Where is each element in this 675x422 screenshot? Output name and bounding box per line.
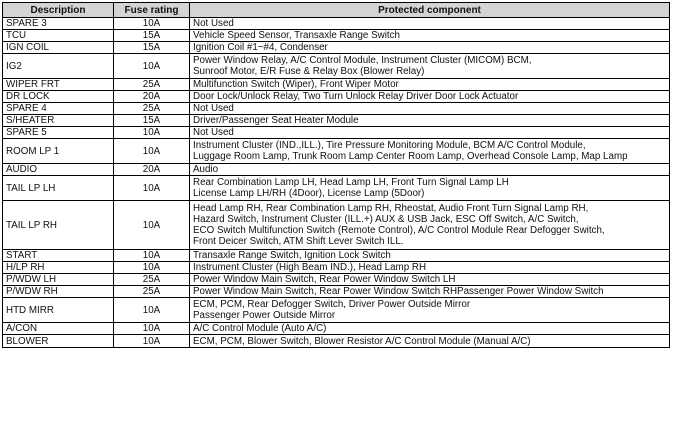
cell-fuse-rating: 10A xyxy=(114,54,190,79)
cell-description: TAIL LP RH xyxy=(3,201,114,250)
cell-fuse-rating: 10A xyxy=(114,250,190,262)
cell-protected-component: Instrument Cluster (IND.,ILL.), Tire Pressure Monitoring Module, BCM A/C Control Module, Luggage Room Lamp, Trunk Room Lamp Center Room Lamp, Overhead Console Lamp, Map Lamp xyxy=(190,139,670,164)
cell-protected-component: Head Lamp RH, Rear Combination Lamp RH, Rheostat, Audio Front Turn Signal Lamp RH, Hazard Switch, Instrument Cluster (ILL.+) AUX & USB Jack, ESC Off Switch, A/C Switch, ECO Switch Multifunction Switch (Remote Control), A/C Control Module Rear Defogger Switch, Front Deicer Switch, ATM Shift Lever Switch ILL. xyxy=(190,201,670,250)
cell-description: P/WDW LH xyxy=(3,274,114,286)
table-row xyxy=(3,298,670,323)
fuse-table xyxy=(2,2,670,348)
table-row xyxy=(3,262,670,274)
cell-description: HTD MIRR xyxy=(3,298,114,323)
cell-fuse-rating: 20A xyxy=(114,164,190,176)
cell-fuse-rating: 15A xyxy=(114,115,190,127)
table-row xyxy=(3,274,670,286)
cell-fuse-rating: 25A xyxy=(114,103,190,115)
table-row xyxy=(3,18,670,30)
table-row xyxy=(3,335,670,348)
cell-description: SPARE 5 xyxy=(3,127,114,139)
cell-protected-component: A/C Control Module (Auto A/C) xyxy=(190,323,670,335)
cell-protected-component: Power Window Main Switch, Rear Power Window Switch RHPassenger Power Window Switch xyxy=(190,286,670,298)
cell-description: ROOM LP 1 xyxy=(3,139,114,164)
cell-protected-component: Ignition Coil #1~#4, Condenser xyxy=(190,42,670,54)
cell-description: BLOWER xyxy=(3,335,114,348)
table-row xyxy=(3,176,670,201)
cell-protected-component: Not Used xyxy=(190,18,670,30)
cell-description: TCU xyxy=(3,30,114,42)
table-row xyxy=(3,103,670,115)
cell-protected-component: Driver/Passenger Seat Heater Module xyxy=(190,115,670,127)
cell-protected-component: Rear Combination Lamp LH, Head Lamp LH, Front Turn Signal Lamp LH License Lamp LH/RH (4Door), License Lamp (5Door) xyxy=(190,176,670,201)
table-row xyxy=(3,201,670,250)
cell-description: WIPER FRT xyxy=(3,79,114,91)
cell-fuse-rating: 10A xyxy=(114,201,190,250)
cell-protected-component: Power Window Relay, A/C Control Module, Instrument Cluster (MICOM) BCM, Sunroof Motor, E/R Fuse & Relay Box (Blower Relay) xyxy=(190,54,670,79)
table-row xyxy=(3,127,670,139)
cell-description: S/HEATER xyxy=(3,115,114,127)
cell-description: IGN COIL xyxy=(3,42,114,54)
header-row xyxy=(3,3,670,18)
header-description: Description xyxy=(3,3,114,18)
cell-fuse-rating: 15A xyxy=(114,30,190,42)
cell-fuse-rating: 10A xyxy=(114,262,190,274)
cell-description: DR LOCK xyxy=(3,91,114,103)
table-row xyxy=(3,42,670,54)
cell-fuse-rating: 10A xyxy=(114,139,190,164)
table-row xyxy=(3,91,670,103)
cell-description: SPARE 3 xyxy=(3,18,114,30)
cell-fuse-rating: 10A xyxy=(114,323,190,335)
cell-fuse-rating: 15A xyxy=(114,42,190,54)
cell-fuse-rating: 10A xyxy=(114,335,190,348)
table-row xyxy=(3,139,670,164)
cell-fuse-rating: 10A xyxy=(114,127,190,139)
cell-description: P/WDW RH xyxy=(3,286,114,298)
cell-protected-component: ECM, PCM, Blower Switch, Blower Resistor A/C Control Module (Manual A/C) xyxy=(190,335,670,348)
cell-description: SPARE 4 xyxy=(3,103,114,115)
cell-protected-component: Not Used xyxy=(190,103,670,115)
header-fuse-rating: Fuse rating xyxy=(114,3,190,18)
table-row xyxy=(3,286,670,298)
cell-protected-component: Multifunction Switch (Wiper), Front Wiper Motor xyxy=(190,79,670,91)
table-row xyxy=(3,323,670,335)
table-row xyxy=(3,54,670,79)
cell-fuse-rating: 20A xyxy=(114,91,190,103)
cell-protected-component: Power Window Main Switch, Rear Power Window Switch LH xyxy=(190,274,670,286)
table-header xyxy=(3,3,670,18)
cell-fuse-rating: 10A xyxy=(114,298,190,323)
cell-description: H/LP RH xyxy=(3,262,114,274)
cell-description: IG2 xyxy=(3,54,114,79)
table-row xyxy=(3,79,670,91)
cell-protected-component: Vehicle Speed Sensor, Transaxle Range Switch xyxy=(190,30,670,42)
header-protected-component: Protected component xyxy=(190,3,670,18)
table-row xyxy=(3,115,670,127)
cell-protected-component: Instrument Cluster (High Beam IND.), Head Lamp RH xyxy=(190,262,670,274)
table-row xyxy=(3,250,670,262)
cell-description: AUDIO xyxy=(3,164,114,176)
cell-protected-component: Transaxle Range Switch, Ignition Lock Switch xyxy=(190,250,670,262)
cell-fuse-rating: 25A xyxy=(114,286,190,298)
cell-description: A/CON xyxy=(3,323,114,335)
cell-protected-component: Not Used xyxy=(190,127,670,139)
cell-protected-component: ECM, PCM, Rear Defogger Switch, Driver Power Outside Mirror Passenger Power Outside Mirror xyxy=(190,298,670,323)
cell-protected-component: Door Lock/Unlock Relay, Two Turn Unlock Relay Driver Door Lock Actuator xyxy=(190,91,670,103)
cell-fuse-rating: 25A xyxy=(114,274,190,286)
table-row xyxy=(3,30,670,42)
cell-fuse-rating: 25A xyxy=(114,79,190,91)
table-body xyxy=(3,18,670,348)
cell-fuse-rating: 10A xyxy=(114,18,190,30)
cell-description: START xyxy=(3,250,114,262)
cell-description: TAIL LP LH xyxy=(3,176,114,201)
table-row xyxy=(3,164,670,176)
cell-fuse-rating: 10A xyxy=(114,176,190,201)
cell-protected-component: Audio xyxy=(190,164,670,176)
